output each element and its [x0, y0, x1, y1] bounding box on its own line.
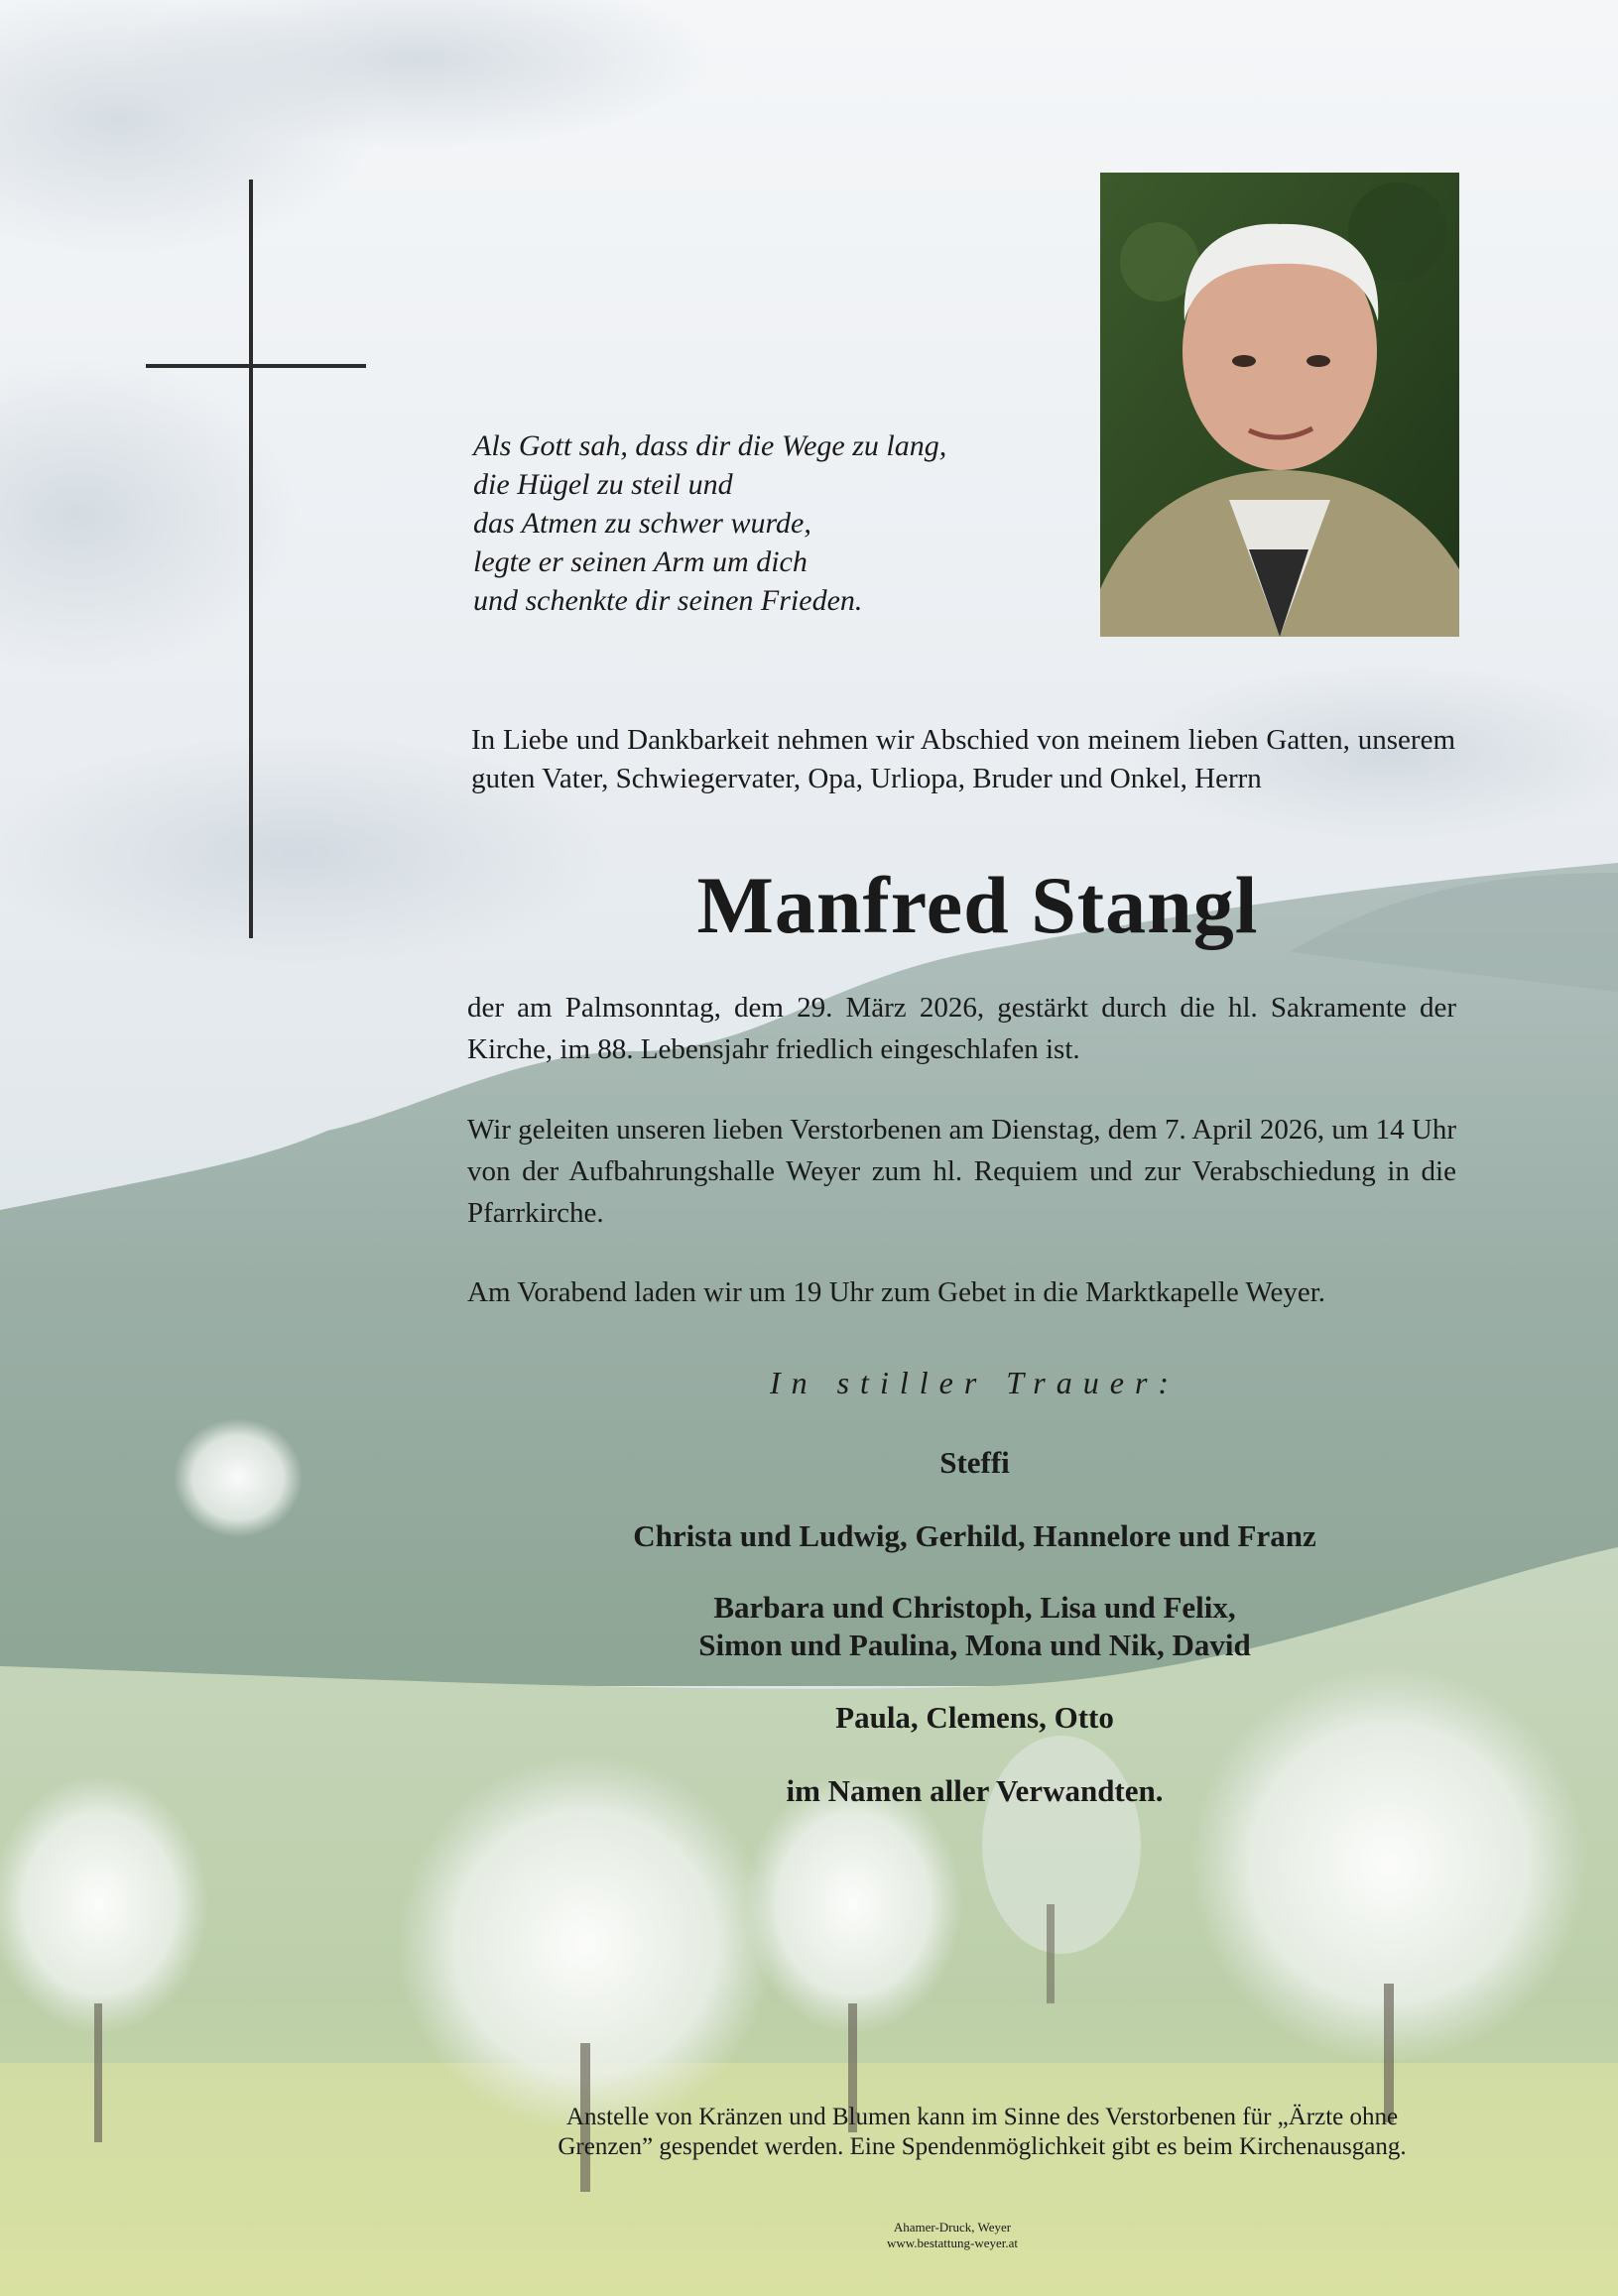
- mourner-line: im Namen aller Verwandten.: [786, 1773, 1164, 1808]
- funeral-details: Wir geleiten unseren lieben Verstorbenen am Dienstag, dem 7. April 2026, um 14 Uhr von der Aufbahrungshalle Weyer zum hl. Requiem und zur Verabschiedung in die Pfarrkirche.: [467, 1114, 1456, 1229]
- poem-line: legte er seinen Arm um dich: [473, 545, 808, 578]
- printer-name: Ahamer-Druck, Weyer: [893, 2220, 1012, 2235]
- mourner-line: Paula, Clemens, Otto: [835, 1700, 1114, 1735]
- deceased-name: Manfred Stangl: [696, 860, 1259, 950]
- cross-vertical: [249, 180, 253, 938]
- mourner-group: [0, 1589, 1618, 1664]
- mourner-group: [0, 1699, 1618, 1737]
- mourners-heading: In stiller Trauer:: [769, 1365, 1181, 1400]
- mourner-line: Simon und Paulina, Mona und Nik, David: [698, 1628, 1251, 1662]
- poem-line: und schenkte dir seinen Frieden.: [473, 584, 863, 617]
- mourner-group: [0, 1772, 1618, 1810]
- poem-line: Als Gott sah, dass dir die Wege zu lang,: [473, 429, 947, 462]
- intro-text: In Liebe und Dankbarkeit nehmen wir Abschied von meinem lieben Gatten, unserem guten Vater, Schwiegervater, Opa, Urliopa, Bruder und Onkel, Herrn: [471, 724, 1455, 794]
- note-line: Grenzen” gespendet werden. Eine Spendenmöglichkeit gibt es beim Kirchenausgang.: [558, 2133, 1407, 2160]
- printer-credit: [794, 2220, 1111, 2251]
- mourner-group: [0, 1517, 1618, 1555]
- printer-website: www.bestattung-weyer.at: [886, 2236, 1018, 2250]
- memorial-poem: [473, 426, 1029, 620]
- poem-line: die Hügel zu steil und: [473, 468, 733, 501]
- poem-line: das Atmen zu schwer wurde,: [473, 507, 811, 540]
- mourner-line: Steffi: [939, 1445, 1010, 1480]
- donation-note: [436, 2103, 1528, 2162]
- mourner-line: Christa und Ludwig, Gerhild, Hannelore und Franz: [633, 1518, 1316, 1553]
- death-announcement: der am Palmsonntag, dem 29. März 2026, gestärkt durch die hl. Sakramente der Kirche, im 88. Lebensjahr friedlich eingeschlafen ist.: [467, 992, 1456, 1065]
- cross-horizontal: [146, 364, 366, 368]
- prayer-evening: Am Vorabend laden wir um 19 Uhr zum Gebet in die Marktkapelle Weyer.: [467, 1276, 1326, 1308]
- mourner-group: [0, 1444, 1618, 1482]
- mourner-line: Barbara und Christoph, Lisa und Felix,: [713, 1590, 1236, 1625]
- note-line: Anstelle von Kränzen und Blumen kann im Sinne des Verstorbenen für „Ärzte ohne: [565, 2104, 1399, 2130]
- portrait-photo: [1100, 173, 1459, 637]
